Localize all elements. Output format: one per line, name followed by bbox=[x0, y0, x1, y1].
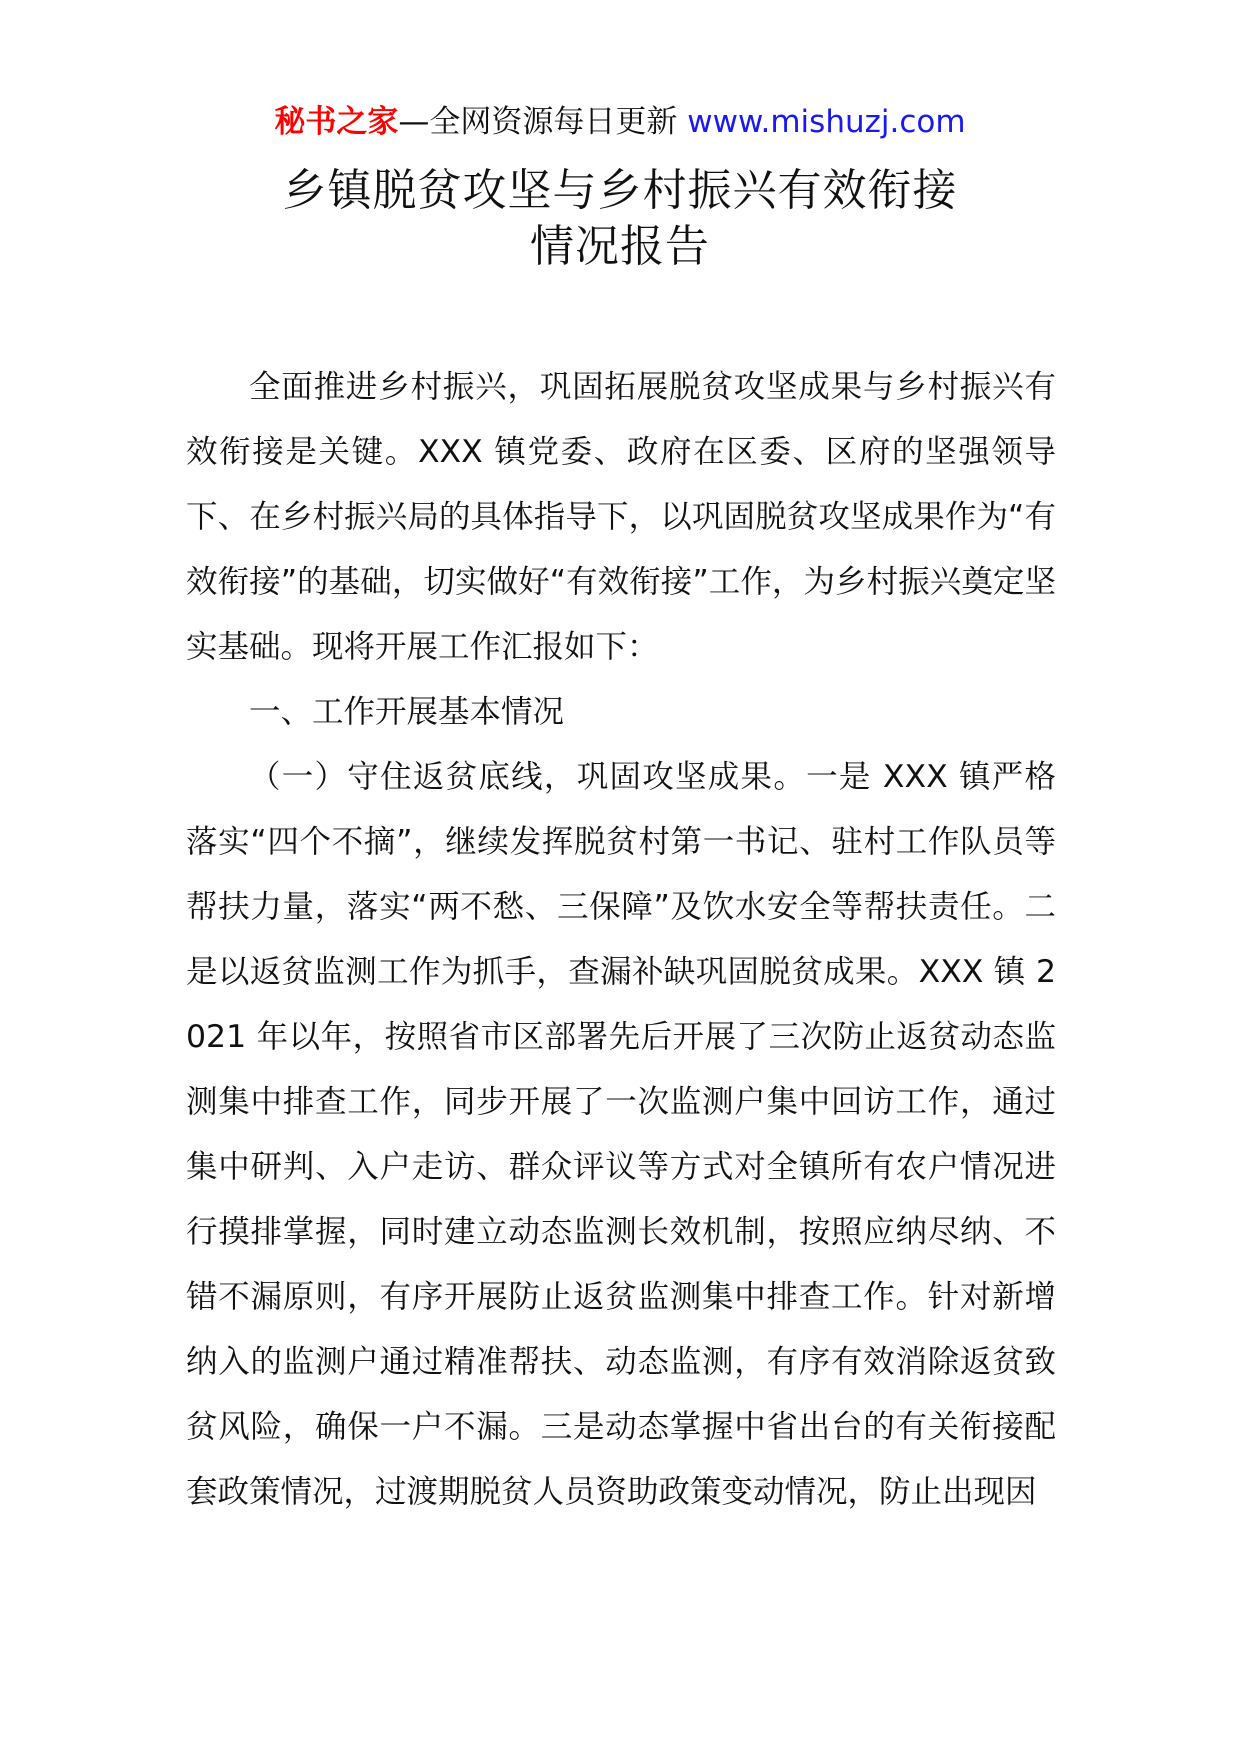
section-heading: 一、工作开展基本情况 bbox=[249, 694, 565, 730]
body-paragraph: （一）守住返贫底线，巩固攻坚成果。一是 XXX 镇严格落实“四个不摘”，继续发挥脱贫村第一书记、驻村工作队员等帮扶力量，落实“两不愁、三保障”及饮水安全等帮扶责任。二是以返贫监测工作为抓手，查漏补缺巩固脱贫成果。XXX 镇 2021 年以年，按照省市区部署先后开展了三次防止返贫动态监测集中排查工作，同步开展了一次监测户集中回访工作，通过集中研判、入户走访、群众评议等方式对全镇所有农户情况进行摸排掌握，同时建立动态监测长效机制，按照应纳尽纳、不错不漏原则，有序开展防止返贫监测集中排查工作。针对新增纳入的监测户通过精准帮扶、动态监测，有序有效消除返贫致贫风险，确保一户不漏。三是动态掌握中省出台的有关衔接配套政策情况，过渡期脱贫人员资助政策变动情况，防止出现因 bbox=[186, 759, 1056, 1510]
site-header bbox=[0, 100, 1240, 144]
document-body bbox=[186, 355, 1056, 1525]
title-line-1: 乡镇脱贫攻坚与乡村振兴有效衔接 bbox=[282, 165, 958, 216]
site-url-link[interactable]: www.mishuzj.com bbox=[687, 104, 966, 140]
title-line-2: 情况报告 bbox=[530, 221, 710, 272]
brand-name: 秘书之家 bbox=[274, 104, 399, 140]
intro-paragraph: 全面推进乡村振兴，巩固拓展脱贫攻坚成果与乡村振兴有效衔接是关键。XXX 镇党委、政府在区委、区府的坚强领导下、在乡村振兴局的具体指导下，以巩固脱贫攻坚成果作为“有效衔接”的基础，切实做好“有效衔接”工作，为乡村振兴奠定坚实基础。现将开展工作汇报如下： bbox=[186, 369, 1056, 665]
header-tagline: —全网资源每日更新 bbox=[398, 104, 678, 140]
document-title bbox=[0, 163, 1240, 275]
